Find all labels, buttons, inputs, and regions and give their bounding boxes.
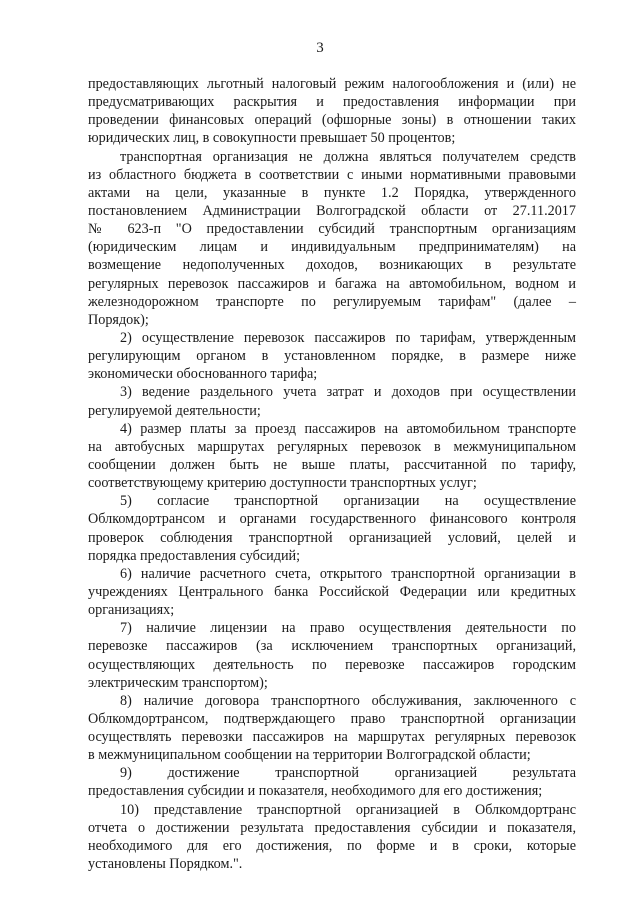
text-line: из областного бюджета в соответствии с иными нормативными правовыми	[88, 166, 576, 183]
text-line: предоставляющих льготный налоговый режим налогообложения и (или) не	[88, 76, 576, 92]
text-line: порядка предоставления субсидий;	[88, 547, 301, 564]
text-line: 5) согласие транспортной организации на осуществление	[120, 493, 576, 510]
text-line: транспортная организация не должна являться получателем средств	[120, 148, 576, 165]
text-line: Облкомдортрансом и органами государственного финансового контроля	[88, 511, 576, 528]
text-line: актами на цели, указанные в пункте 1.2 Порядка, утвержденного	[88, 184, 576, 201]
text-line: 2) осуществление перевозок пассажиров по тарифам, утвержденным	[120, 329, 576, 346]
text-line: (юридическим лицам и индивидуальным предпринимателям) на	[88, 239, 576, 256]
text-line: предусматривающих раскрытия и предоставления информации при	[88, 94, 576, 111]
text-line: регулярных перевозок пассажиров и багажа на автомобильном, водном и	[88, 275, 576, 292]
text-line: осуществляющих деятельность по перевозке пассажиров городским	[88, 656, 576, 673]
text-line: юридических лиц, в совокупности превышает 50 процентов;	[88, 130, 456, 147]
text-line: постановлением Администрации Волгоградской области от 27.11.2017	[88, 202, 576, 219]
text-line: учреждениях Центрального банка Российской Федерации или кредитных	[88, 583, 576, 600]
text-line: экономически обоснованного тарифа;	[88, 366, 318, 383]
text-line: осуществлять перевозки пассажиров на маршрутах регулярных перевозок	[88, 729, 576, 746]
text-line: регулируемой деятельности;	[88, 402, 261, 419]
text-line: соответствующему критерию доступности транспортных услуг;	[88, 475, 477, 492]
text-line: предоставления субсидии и показателя, необходимого для его достижения;	[88, 783, 543, 800]
text-line: перевозке пассажиров (за исключением транспортных организаций,	[88, 638, 576, 655]
text-line: 4) размер платы за проезд пассажиров на автомобильном транспорте	[120, 420, 576, 437]
text-line: железнодорожном транспорте по регулируемым тарифам" (далее –	[88, 293, 576, 310]
document-body	[88, 75, 576, 873]
text-line: № 623-п "О предоставлении субсидий транспортным организациям	[88, 221, 576, 238]
text-line: Облкомдортрансом, подтверждающего право транспортной организации	[88, 710, 576, 727]
text-line: 6) наличие расчетного счета, открытого транспортной организации в	[120, 565, 576, 582]
text-line: Порядок);	[88, 311, 149, 328]
text-line: отчета о достижении результата предоставления субсидии и показателя,	[88, 819, 576, 836]
text-line: электрическим транспортом);	[88, 674, 268, 691]
text-line: проведении финансовых операций (офшорные зоны) в отношении таких	[88, 112, 576, 129]
text-line: установлены Порядком.".	[88, 856, 243, 873]
text-line: в межмуниципальном сообщении на территории Волгоградской области;	[88, 747, 531, 764]
text-line: организациях;	[88, 602, 175, 619]
text-line: необходимого для его достижения, по форме и в сроки, которые	[88, 837, 576, 854]
text-line: 3) ведение раздельного учета затрат и доходов при осуществлении	[120, 384, 576, 401]
text-line: 7) наличие лицензии на право осуществления деятельности по	[120, 620, 576, 637]
text-line: 8) наличие договора транспортного обслуживания, заключенного с	[120, 692, 576, 709]
text-line: проверок соблюдения транспортной организацией условий, целей и	[88, 529, 576, 546]
text-line: возмещение недополученных доходов, возникающих в результате	[88, 257, 576, 274]
page-number: 3	[316, 40, 324, 56]
text-line: регулирующим органом в установленном порядке, в размере ниже	[88, 348, 576, 365]
text-line: сообщении должен быть не выше платы, рассчитанной по тарифу,	[88, 456, 576, 473]
text-line: 9) достижение транспортной организацией результата	[120, 765, 576, 782]
text-line: 10) представление транспортной организацией в Облкомдортранс	[120, 801, 576, 818]
text-line: на автобусных маршрутах регулярных перевозок в межмуниципальном	[88, 438, 576, 455]
